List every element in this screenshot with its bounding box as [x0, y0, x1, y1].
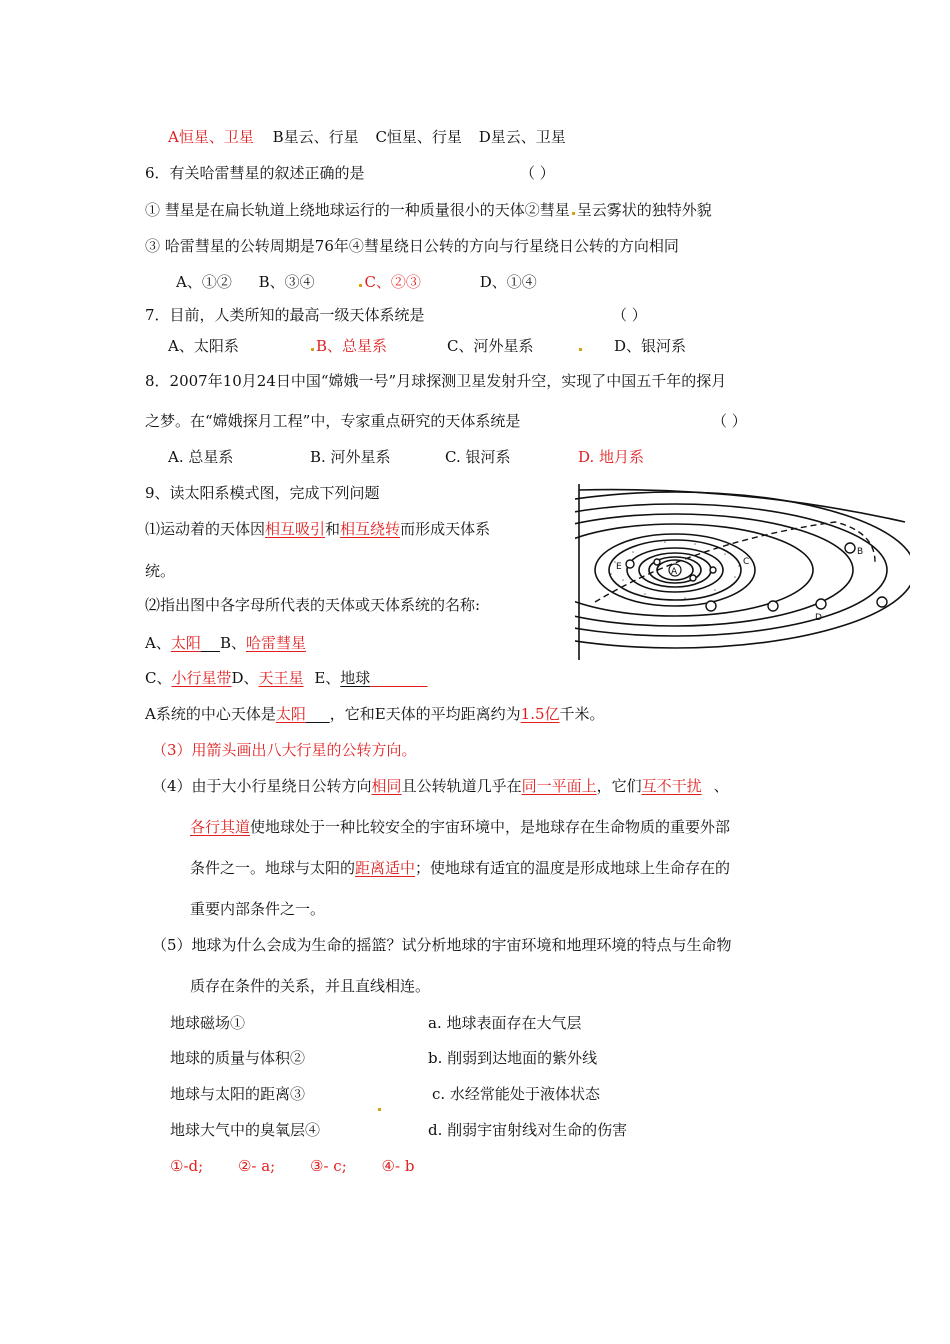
q6-statement-1	[145, 200, 712, 220]
q9-stem: 9、读太阳系模式图，完成下列问题	[145, 484, 380, 502]
q6-option-d: D、①④	[479, 273, 537, 291]
q8-line-2: 之梦。在“嫦娥探月工程”中，专家重点研究的天体系统是	[145, 412, 521, 430]
q8-opt-b: B. 河外星系	[310, 448, 391, 466]
q9-part3: （3）用箭头画出八大行星的公转方向。	[152, 741, 417, 759]
planet-neptune	[877, 597, 887, 607]
q9-p1-b: 而形成天体系	[400, 520, 491, 538]
q9-part2: ⑵指出图中各字母所代表的天体或天体系统的名称:	[145, 596, 481, 614]
q9-part1	[145, 519, 490, 539]
q5-option-b: B星云、行星	[272, 128, 359, 146]
q9-center-answer: 太阳	[275, 705, 306, 723]
q6-statement-1b: 呈云雾状的独特外貌	[576, 201, 712, 219]
q9-p4-e: 使地球处于一种比较安全的宇宙环境中，是地球存在生命物质的重要外部	[250, 818, 731, 836]
q7-opt-b-text: B、总星系	[316, 337, 388, 355]
planet-inner-2	[690, 575, 696, 581]
dot-mark	[311, 348, 314, 351]
q9-distance-unit: 千米。	[559, 705, 605, 723]
q9-a-label: A、	[145, 634, 171, 652]
diagram-label-e: E	[616, 562, 622, 572]
match-right-a: a. 地球表面存在大气层	[428, 1014, 582, 1032]
q7-opt-b	[309, 336, 387, 356]
q5-options	[168, 127, 566, 147]
q7-stem: 7．目前，人类所知的最高一级天体系统是	[145, 306, 425, 324]
dot-mark	[579, 348, 582, 351]
q5-option-c: C恒星、行星	[375, 128, 462, 146]
match-right-d: d. 削弱宇宙射线对生命的伤害	[428, 1121, 628, 1139]
q9-part4-line1	[152, 776, 729, 796]
q9-p4-a: （4）由于大小行星绕日公转方向	[152, 777, 372, 795]
q9-center-line	[145, 704, 605, 724]
dot-mark	[359, 284, 362, 287]
match-left-2: 地球的质量与体积②	[170, 1049, 306, 1067]
solar-system-diagram	[575, 482, 910, 660]
q9-p4-c: ，它们	[596, 777, 642, 795]
q9-p4-d: 、	[713, 777, 729, 795]
q9-p4-answer-4: 各行其道	[190, 818, 251, 836]
q6-option-b: B、③④	[258, 273, 315, 291]
q9-p4-g: ；使地球有适宜的温度是形成地球上生命存在的	[415, 859, 731, 877]
q9-p4-answer-5: 距离适中	[355, 859, 416, 877]
q9-part4-line4: 重要内部条件之一。	[190, 900, 326, 918]
q8-bracket: （ ）	[712, 412, 747, 430]
q9-part5-line1: （5）地球为什么会成为生命的摇篮？试分析地球的宇宙环境和地理环境的特点与生命物	[152, 936, 732, 954]
q6-options	[176, 272, 537, 292]
match-answer-3: ③- c;	[310, 1157, 347, 1175]
planet-jupiter	[706, 601, 716, 611]
q9-part4-line2	[190, 817, 730, 837]
match-answer-1: ①-d;	[170, 1157, 204, 1175]
q9-p4-f: 条件之一。地球与太阳的	[190, 859, 356, 877]
match-answer-2: ②- a;	[237, 1157, 276, 1175]
match-left-3: 地球与太阳的距离③	[170, 1085, 306, 1103]
q6-option-c: C、②③	[364, 273, 421, 291]
planet-inner-1	[654, 559, 660, 565]
match-right-b: b. 削弱到达地面的紫外线	[428, 1049, 598, 1067]
planet-d	[816, 599, 826, 609]
q7-opt-c: C、河外星系	[447, 337, 534, 355]
q9-center-a: A系统的中心天体是	[145, 705, 276, 723]
q9-d-label: D、	[231, 669, 259, 687]
match-answer-4: ④- b	[381, 1157, 415, 1175]
q9-e-label: E、	[314, 669, 341, 687]
q9-p4-answer-1: 相同	[371, 777, 402, 795]
q7-bracket: （ ）	[612, 306, 647, 324]
dot-mark-row	[577, 336, 584, 356]
match-right-c: c. 水经常能处于液体状态	[432, 1085, 600, 1103]
q9-p1-a: ⑴运动着的天体因	[145, 520, 266, 538]
q9-a-answer: 太阳	[170, 634, 201, 652]
comet-orbit	[595, 522, 875, 602]
q9-p4-answer-2: 同一平面上	[521, 777, 597, 795]
q5-option-a: A恒星、卫星	[168, 128, 254, 146]
q7-opt-a: A、太阳系	[168, 337, 239, 355]
q8-opt-c: C. 银河系	[445, 448, 511, 466]
q9-p1-mid: 和	[325, 520, 341, 538]
q6-statement-1a: ① 彗星是在扁长轨道上绕地球运行的一种质量很小的天体②彗星	[145, 201, 570, 219]
comet-b	[845, 543, 855, 553]
diagram-label-a: A	[671, 567, 678, 577]
q9-e-answer: 地球	[340, 669, 371, 687]
q9-c-answer: 小行星带	[171, 669, 232, 687]
dot-mark	[378, 1108, 381, 1111]
match-left-1: 地球磁场①	[170, 1014, 246, 1032]
q9-c-label: C、	[145, 669, 172, 687]
q9-p4-b: 且公转轨道几乎在	[401, 777, 522, 795]
q8-opt-d: D. 地月系	[578, 448, 645, 466]
planet-inner-3	[710, 567, 716, 573]
planet-e	[626, 560, 634, 568]
q8-opt-a: A. 总星系	[168, 448, 234, 466]
q9-p4-answer-3: 互不干扰	[641, 777, 702, 795]
q9-part4-line3	[190, 858, 730, 878]
match-left-4: 地球大气中的臭氧层④	[170, 1121, 321, 1139]
q6-bracket: （ ）	[520, 164, 555, 182]
dot-mark-row	[376, 1096, 383, 1116]
q5-option-d: D星云、卫星	[478, 128, 566, 146]
q9-p1-answer-2: 相互绕转	[340, 520, 401, 538]
dot-mark	[572, 212, 575, 215]
orbit-5	[575, 524, 813, 616]
diagram-label-c: C	[743, 557, 750, 567]
match-answers	[170, 1156, 414, 1176]
q6-stem: 6．有关哈雷彗星的叙述正确的是	[145, 164, 365, 182]
q6-option-a: A、①②	[176, 273, 232, 291]
planet-saturn	[768, 601, 778, 611]
q6-statement-2: ③ 哈雷彗星的公转周期是76年④彗星绕日公转的方向与行星绕日公转的方向相同	[145, 237, 679, 255]
q8-line-1: 8．2007年10月24日中国“嫦娥一号”月球探测卫星发射升空，实现了中国五千年的探月	[145, 372, 727, 390]
q9-answers-cde	[145, 668, 428, 688]
q9-answers-ab	[145, 633, 306, 653]
q7-opt-d: D、银河系	[614, 337, 687, 355]
q9-p1-c: 统。	[145, 562, 176, 580]
q9-b-answer: 哈雷彗星	[245, 634, 306, 652]
q9-part5-line2: 质存在条件的关系，并且直线相连。	[190, 977, 431, 995]
q9-distance-answer: 1.5亿	[520, 705, 560, 723]
diagram-label-b: B	[857, 547, 864, 557]
q9-p1-answer-1: 相互吸引	[265, 520, 326, 538]
q9-center-b: ，它和E天体的平均距离约为	[329, 705, 521, 723]
q9-b-label: B、	[219, 634, 246, 652]
diagram-label-d: D	[815, 613, 822, 623]
q9-d-answer: 天王星	[258, 669, 304, 687]
